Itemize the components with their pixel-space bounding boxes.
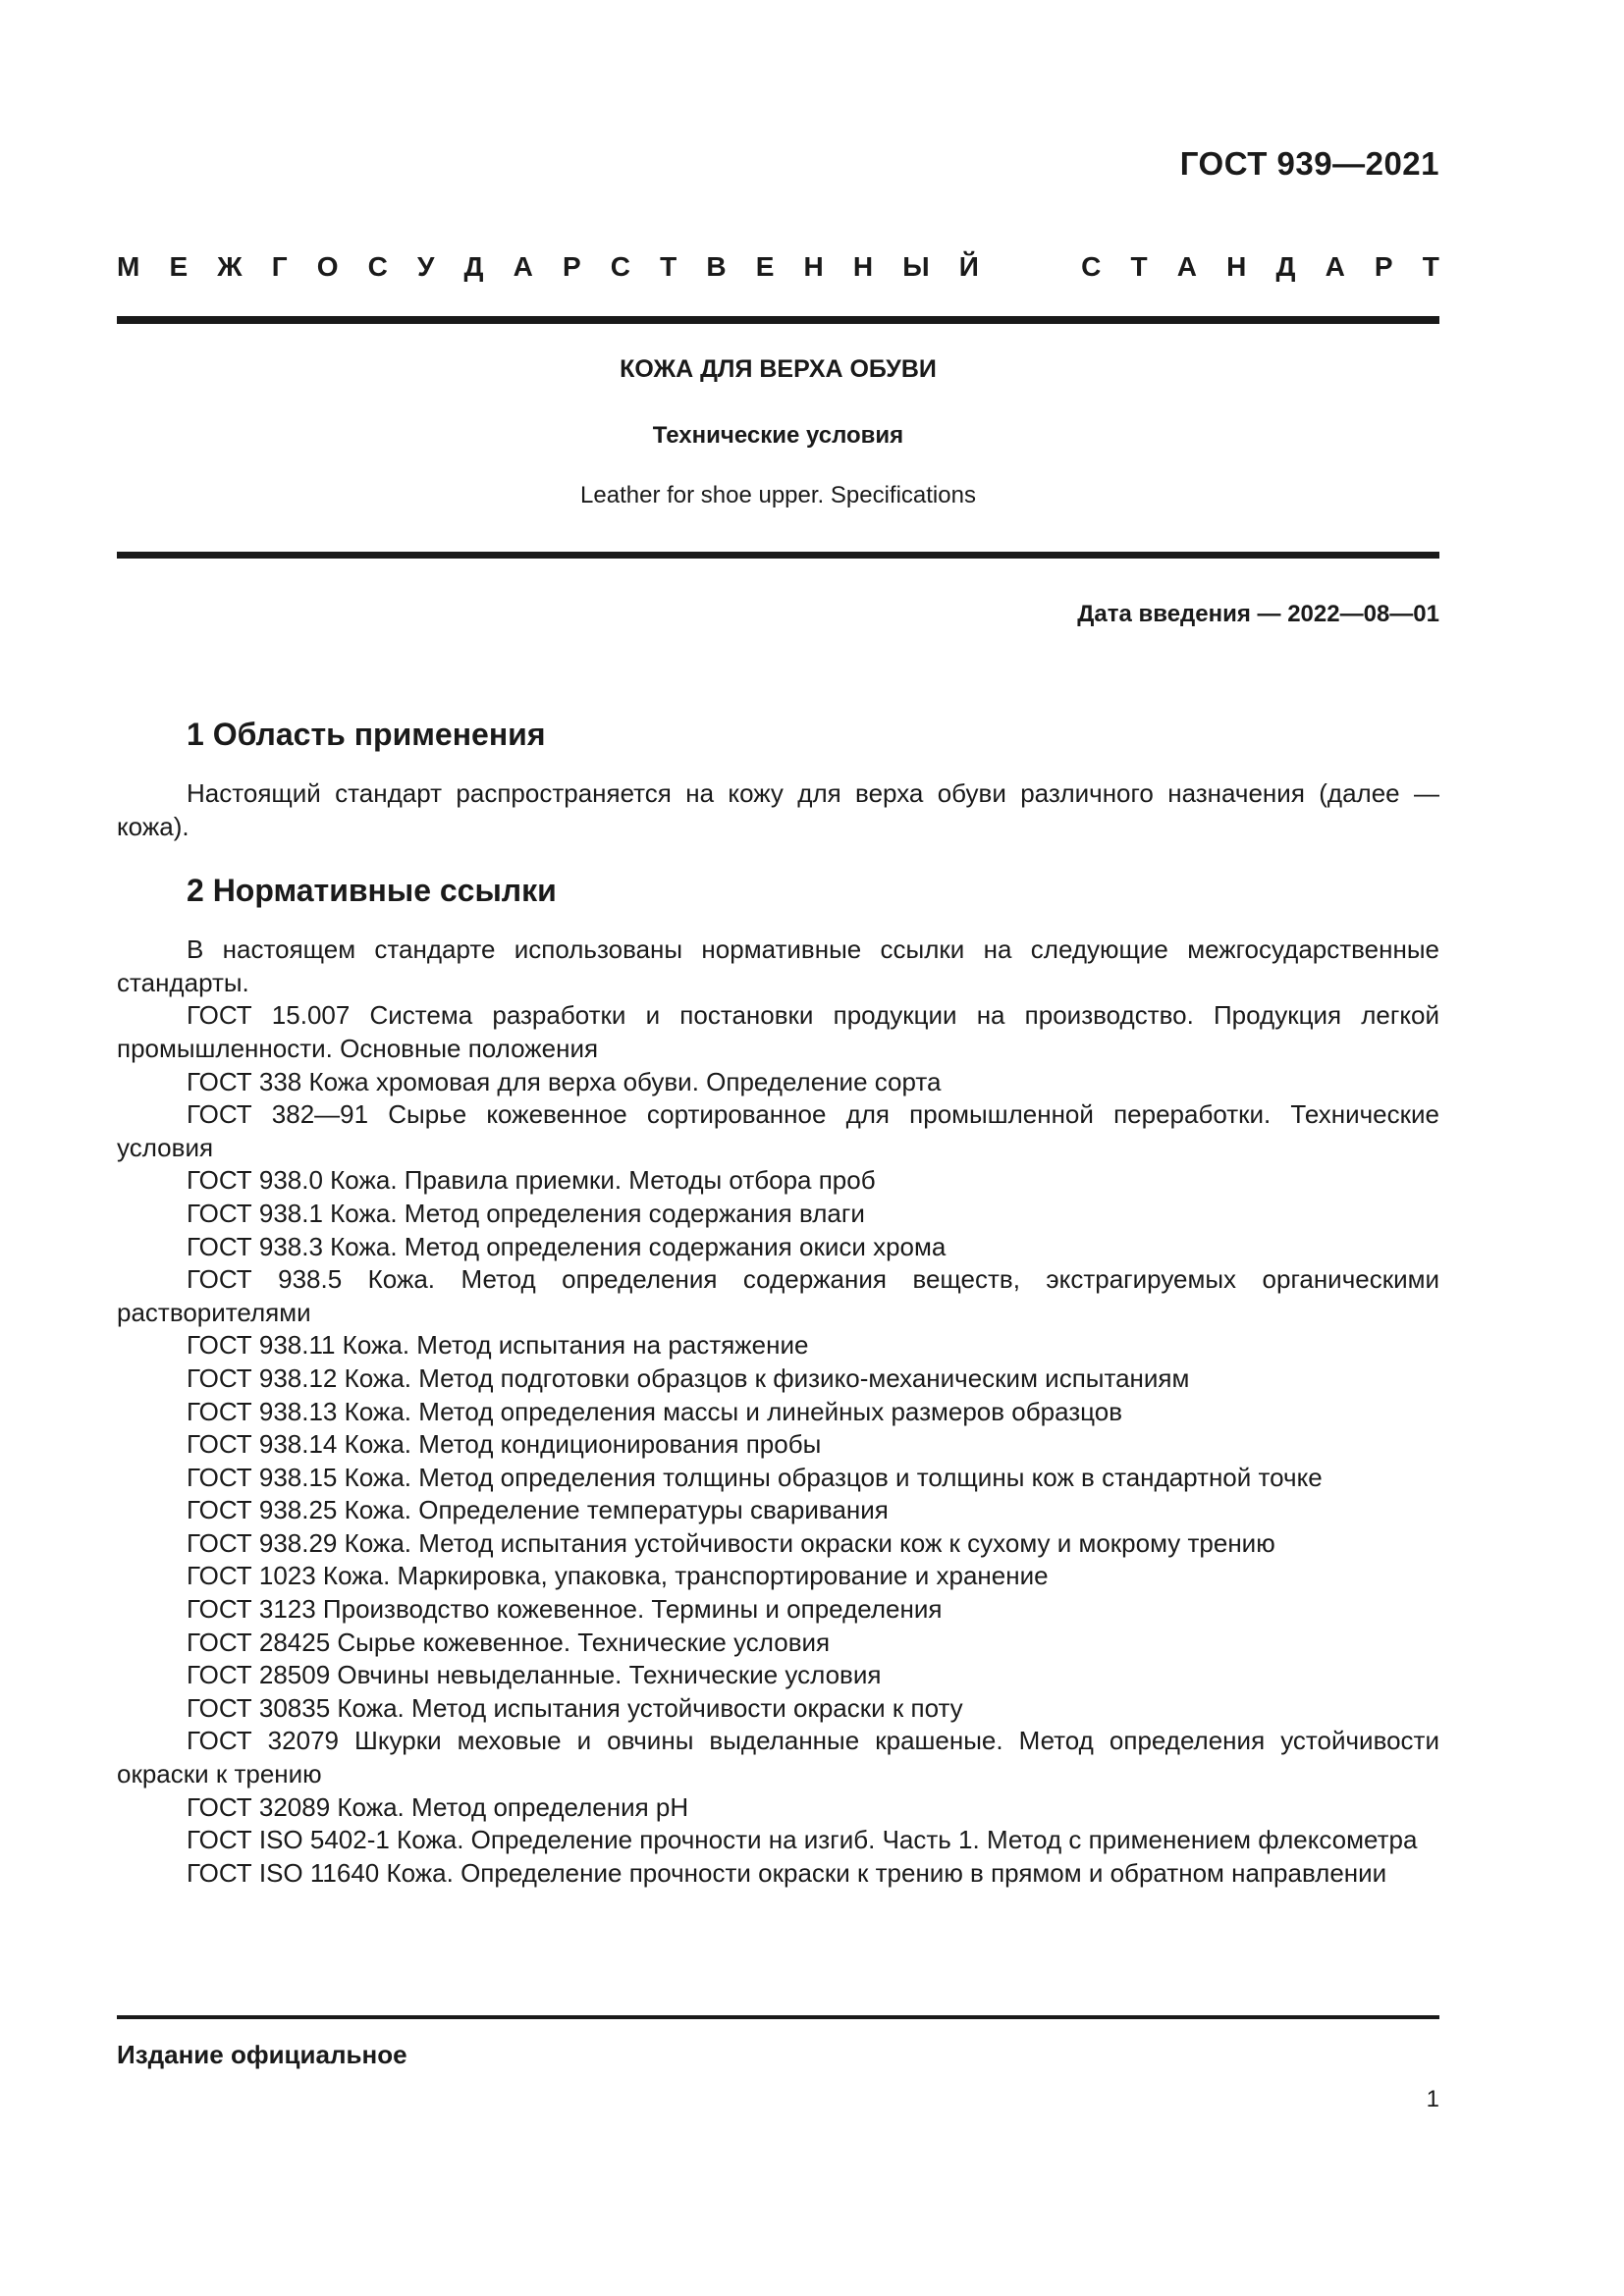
reference-item: ГОСТ 938.12 Кожа. Метод подготовки образцов к физико-механическим испытаниям bbox=[187, 1362, 1190, 1393]
reference-item: ГОСТ 338 Кожа хромовая для верха обуви. Определение сорта bbox=[187, 1066, 942, 1096]
reference-list bbox=[117, 999, 1439, 1890]
document-title: КОЖА ДЛЯ ВЕРХА ОБУВИ bbox=[620, 355, 937, 383]
reference-item: ГОСТ 938.14 Кожа. Метод кондиционирования пробы bbox=[187, 1429, 822, 1460]
banner-letter: Н bbox=[852, 251, 874, 282]
reference-item: ГОСТ 15.007 Система разработки и постановки продукции на производство. Продукция легкой промышленности. Основные положения bbox=[117, 1000, 1439, 1063]
banner-letter: Е bbox=[169, 251, 189, 282]
section-2-intro: В настоящем стандарте использованы нормативные ссылки на следующие межгосударственные стандарты. bbox=[117, 934, 1439, 997]
banner-letter: А bbox=[1325, 251, 1345, 282]
title-divider bbox=[117, 552, 1439, 559]
banner-letter: Т bbox=[1130, 251, 1148, 282]
reference-item: ГОСТ 3123 Производство кожевенное. Термины и определения bbox=[187, 1594, 943, 1625]
banner-letter: О bbox=[316, 251, 339, 282]
reference-item: ГОСТ 938.13 Кожа. Метод определения массы и линейных размеров образцов bbox=[187, 1396, 1123, 1426]
reference-item: ГОСТ 938.3 Кожа. Метод определения содержания окиси хрома bbox=[187, 1231, 947, 1261]
doc-number: ГОСТ 939—2021 bbox=[1179, 145, 1439, 182]
reference-item: ГОСТ 32089 Кожа. Метод определения рН bbox=[187, 1791, 689, 1822]
banner-letter: Е bbox=[755, 251, 775, 282]
banner-letter: М bbox=[117, 251, 140, 282]
banner-letter: С bbox=[610, 251, 630, 282]
banner-letter: Ы bbox=[902, 251, 930, 282]
reference-item: ГОСТ 28425 Сырье кожевенное. Технические условия bbox=[187, 1627, 831, 1657]
banner-letter: У bbox=[416, 251, 435, 282]
banner-letter: Т bbox=[1422, 251, 1439, 282]
footer-divider bbox=[117, 2015, 1439, 2019]
banner-letter: С bbox=[367, 251, 388, 282]
introduction-date: Дата введения — 2022—08—01 bbox=[1077, 601, 1439, 627]
reference-item: ГОСТ 938.1 Кожа. Метод определения содержания влаги bbox=[187, 1198, 865, 1228]
reference-item: ГОСТ 938.25 Кожа. Определение температуры сваривания bbox=[187, 1495, 889, 1525]
reference-item: ГОСТ 1023 Кожа. Маркировка, упаковка, транспортирование и хранение bbox=[187, 1561, 1049, 1591]
banner-letter: Н bbox=[803, 251, 824, 282]
edition-note: Издание официальное bbox=[117, 2040, 407, 2069]
reference-item: ГОСТ 28509 Овчины невыделанные. Технические условия bbox=[187, 1660, 882, 1690]
reference-item: ГОСТ ISO 5402-1 Кожа. Определение прочности на изгиб. Часть 1. Метод с применением флексометра bbox=[187, 1825, 1418, 1855]
top-divider bbox=[117, 316, 1439, 324]
reference-item: ГОСТ 32079 Шкурки меховые и овчины выделанные крашеные. Метод определения устойчивости окраски к трению bbox=[117, 1726, 1439, 1789]
reference-item: ГОСТ ISO 11640 Кожа. Определение прочности окраски к трению в прямом и обратном направлении bbox=[187, 1857, 1387, 1888]
reference-item: ГОСТ 382—91 Сырье кожевенное сортированное для промышленной переработки. Технические условия bbox=[117, 1099, 1439, 1162]
english-title: Leather for shoe upper. Specifications bbox=[580, 482, 976, 508]
section-2-heading: 2 Нормативные ссылки bbox=[187, 873, 557, 909]
section-1-text: Настоящий стандарт распространяется на кожу для верха обуви различного назначения (далее — кожа). bbox=[117, 778, 1439, 841]
banner-letter: Ж bbox=[217, 251, 243, 282]
section-1-heading: 1 Область применения bbox=[187, 717, 546, 752]
reference-item: ГОСТ 938.15 Кожа. Метод определения толщины образцов и толщины кож в стандартной точке bbox=[187, 1462, 1323, 1492]
banner-word-gap bbox=[1008, 251, 1052, 287]
banner-letter: Г bbox=[271, 251, 288, 282]
banner-letter: С bbox=[1081, 251, 1102, 282]
reference-item: ГОСТ 938.0 Кожа. Правила приемки. Методы отбора проб bbox=[187, 1165, 876, 1196]
banner-letter: А bbox=[513, 251, 533, 282]
banner-letter: Д bbox=[1275, 251, 1296, 282]
banner-letter: Н bbox=[1226, 251, 1247, 282]
standard-type-banner bbox=[117, 251, 1439, 287]
reference-item: ГОСТ 938.29 Кожа. Метод испытания устойчивости окраски кож к сухому и мокрому трению bbox=[187, 1527, 1275, 1558]
banner-letter: А bbox=[1176, 251, 1197, 282]
banner-letter: Д bbox=[463, 251, 484, 282]
banner-letter: Й bbox=[958, 251, 979, 282]
banner-letter: Р bbox=[562, 251, 581, 282]
document-subtitle: Технические условия bbox=[652, 422, 904, 449]
page-number: 1 bbox=[1426, 2086, 1439, 2112]
banner-letter: Р bbox=[1374, 251, 1393, 282]
reference-item: ГОСТ 30835 Кожа. Метод испытания устойчивости окраски к поту bbox=[187, 1692, 963, 1723]
banner-letter: В bbox=[706, 251, 727, 282]
banner-letter: Т bbox=[660, 251, 677, 282]
reference-item: ГОСТ 938.11 Кожа. Метод испытания на растяжение bbox=[187, 1330, 809, 1361]
document-body bbox=[117, 711, 1439, 1890]
reference-item: ГОСТ 938.5 Кожа. Метод определения содержания веществ, экстрагируемых органическими растворителями bbox=[117, 1264, 1439, 1327]
